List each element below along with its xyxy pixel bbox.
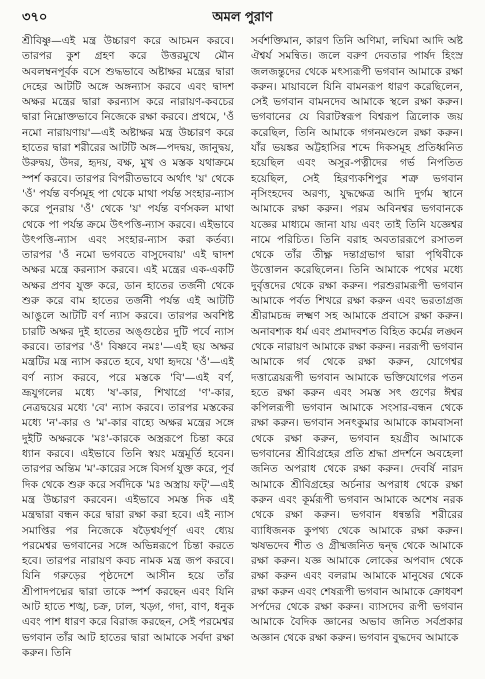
right-column-text: সর্বশক্তিমান, কারণ তিনি অণিমা, লঘিমা আদি অষ্ট ঐশ্বর্য সমন্বিত। জলে বরুণ দেবতার পার্ষদ হিংস্র জলজন্তুদের থেকে মৎস্যরূপী ভগবান আমাকে রক্ষা করুন। মায়াবলে যিনি বামনরূপ ধারণ করেছিলেন, সেই ভগবান বামনদেব আমাকে স্থলে রক্ষা করুন। ভগবানের যে বিরাটস্বরূপ বিশ্বরূপ ত্রিলোক জয় করেছিল, তিনি আমাকে গগনমণ্ডলে রক্ষা করুন। যাঁর ভয়ঙ্কর অট্টহাসির শব্দে দিকসমূহ প্রতিধ্বনিত হয়েছিল এবং অসুর-পত্নীদের গর্ভ নিপতিত হয়েছিল, সেই হিরণ্যকশিপুর শত্রু ভগবান নৃসিংহদেব অরণ্য, যুদ্ধক্ষেত্র আদি দুর্গম স্থানে আমাকে রক্ষা করুন। পরম অবিনশ্বর ভগবানকে যজ্ঞের মাধ্যমে জানা যায় এবং তাই তিনি যজ্ঞেশ্বর নামে পরিচিত। তিনি বরাহ অবতাররূপে রসাতল থেকে তাঁর তীক্ষ্ণ দন্তাগ্রভাগ দ্বারা পৃথিবীকে উত্তোলন করেছিলেন। তিনি আমাকে পথের মধ্যে দুর্বৃত্তদের থেকে রক্ষা করুন। পরশুরামরূপী ভগবান আমাকে পর্বত শিখরে রক্ষা করুন এবং ভরতাগ্রজ শ্রীরামচন্দ্র লক্ষ্মণ সহ আমাকে প্রবাসে রক্ষা করুন। অনাবশ্যক ধর্ম এবং প্রমাদবশত বিহিত কর্মের লঙ্ঘন থেকে নারায়ণ আমাকে রক্ষা করুন। নররূপী ভগবান আমাকে গর্ব থেকে রক্ষা করুন, যোগেশ্বর দত্তাত্রেয়রূপী ভগবান আমাকে ভক্তিযোগের পতন হতে রক্ষা করুন এবং সমস্ত সৎ গুণের ঈশ্বর কপিলরূপী ভগবান আমাকে সংসার-বন্ধন থেকে রক্ষা করুন। ভগবান সনৎকুমার আমাকে কামবাসনা থেকে রক্ষা করুন, ভগবান হয়গ্রীব আমাকে ভগবানের শ্রীবিগ্রহের প্রতি শ্রদ্ধা প্রদর্শনে অবহেলা জনিত অপরাধ থেকে রক্ষা করুন। দেবর্ষি নারদ আমাকে শ্রীবিগ্রহের অর্চনার অপরাধ থেকে রক্ষা করুন এবং কূর্মরূপী ভগবান আমাকে অশেষ নরক থেকে রক্ষা করুন। ভগবান ধন্বন্তরি শরীরের ব্যাধিজনক কুপথ্য থেকে আমাকে রক্ষা করুন। ঋষভদেব শীত ও গ্রীষ্মজনিত দ্বন্দ্ব থেকে আমাকে রক্ষা করুন। যজ্ঞ আমাকে লোকের অপবাদ থেকে রক্ষা করুন এবং বলরাম আমাকে মানুষের থেকে রক্ষা করুন এবং শেষরূপী ভগবান আমাকে ক্রোধবশ সর্পদের থেকে রক্ষা করুন। ব্যাসদেব রূপী ভগবান আমাকে বৈদিক জ্ঞানের অভাব জনিত সর্বপ্রকার অজ্ঞান থেকে রক্ষা করুন। ভগবান বুদ্ধদেব আমাকে [251,35,463,644]
text-columns [22,34,463,673]
page-number: ৩৭০ [22,10,48,25]
left-column [22,34,234,673]
left-column-text: শ্রীবিষ্ণু—এই মন্ত্র উচ্চারণ করে আচমন করবে। তারপর কুশ গ্রহণ করে উত্তরমুখে মৌন অবলম্বনপূর্বক বসে শুদ্ধভাবে অষ্টাক্ষর মন্ত্রের দ্বারা দেহের আটটি অঙ্গে অঙ্গন্যাস করবে এবং দ্বাদশ অক্ষর মন্ত্রের দ্বারা করন্যাস করে নারায়ণ-কবচের দ্বারা নিম্নোক্তভাবে নিজেকে রক্ষা করবে। প্রথমে, 'ওঁ নমো নারায়ণায়'—এই অষ্টাক্ষর মন্ত্র উচ্চারণ করে হাতের দ্বারা শরীরের আটটি অঙ্গ—পদদ্বয়, জানুদ্বয়, উরুদ্বয়, উদর, হৃদয়, বক্ষ, মুখ ও মস্তক যথাক্রমে স্পর্শ করবে। তারপর বিপরীতভাবে অর্থাৎ 'য়' থেকে 'ওঁ' পর্যন্ত বর্ণসমূহ পা থেকে মাথা পর্যন্ত সংহার-ন্যাস করে পুনরায় 'ওঁ' থেকে 'য়' পর্যন্ত বর্ণসকল মাথা থেকে পা পর্যন্ত ক্রমে উৎপত্তি-ন্যাস করবে। এইভাবে উৎপত্তি-ন্যাস এবং সংহার-ন্যাস করা কর্তব্য। তারপর 'ওঁ নমো ভগবতে বাসুদেবায়' এই দ্বাদশ অক্ষর মন্ত্রে করন্যাস করবে। এই মন্ত্রের এক-একটি অক্ষর প্রণব যুক্ত করে, ডান হাতের তর্জনী থেকে শুরু করে বাম হাতের তর্জনী পর্যন্ত এই আটটি আঙুলে আটটি বর্ণ ন্যাস করবে। তারপর অবশিষ্ট চারটি অক্ষর দুই হাতের অঙ্গুষ্ঠের দুটি পর্বে ন্যাস করবে। তারপর 'ওঁ' বিষ্ণবে নমঃ'—এই ছয় অক্ষর মন্ত্রটির মন্ত্র ন্যাস করতে হবে, যথা হৃদয়ে 'ওঁ'—এই বর্ণ ন্যাস করবে, পরে মস্তকে 'বি'—এই বর্ণ, ভ্রূযুগলের মধ্যে 'ষ'-কার, শিখাগ্রে 'ণ'-কার, নেত্রদ্বয়ের মধ্যে 'বে' ন্যাস করবে। তারপর মস্তকের মধ্যে 'ন'-কার ও 'ম'-কার বাহ্যে অক্ষর মন্ত্রের সঙ্গে দুইটি অক্ষরকে 'মঃ'-কারকে অস্ত্ররূপে চিন্তা করে ধ্যান করবে। এইভাবে তিনি স্বয়ং মন্ত্রমূর্তি হবেন। তারপর অন্তিম 'ম'-কারের সঙ্গে বিসর্গ যুক্ত করে, পূর্ব দিক থেকে শুরু করে সর্বদিকে 'মঃ অস্ত্রায় ফট্'—এই মন্ত্র উচ্চারণ করবেন। এইভাবে সমস্ত দিক এই মন্ত্রদ্বারা বন্ধন করে দ্বারা রক্ষা করা হবে। এই ন্যাস সমাপ্তির পর নিজেকে ষড়ৈশ্বর্যপূর্ণ এবং ধ্যেয় পরমেশ্বর ভগবানের সঙ্গে অভিন্নরূপে চিন্তা করতে হবে। তারপর নারায়ণ কবচ নামক মন্ত্র জপ করবে। যিনি গরুড়ের পৃষ্ঠদেশে আসীন হয়ে তাঁর শ্রীপাদপদ্মের দ্বারা তাকে স্পর্শ করছেন এবং যিনি আট হাতে শঙ্খ, চক্র, ঢাল, খড়্গ, গদা, বাণ, ধনুক এবং পাশ ধারণ করে বিরাজ করছেন, সেই পরমেশ্বর ভগবান তাঁর আট হাতের দ্বারা আমাকে সর্বদা রক্ষা করুন। তিনি [22,35,234,659]
page-header [22,8,463,28]
right-column [251,34,463,673]
running-title: অমল পুরাণ [212,10,273,25]
